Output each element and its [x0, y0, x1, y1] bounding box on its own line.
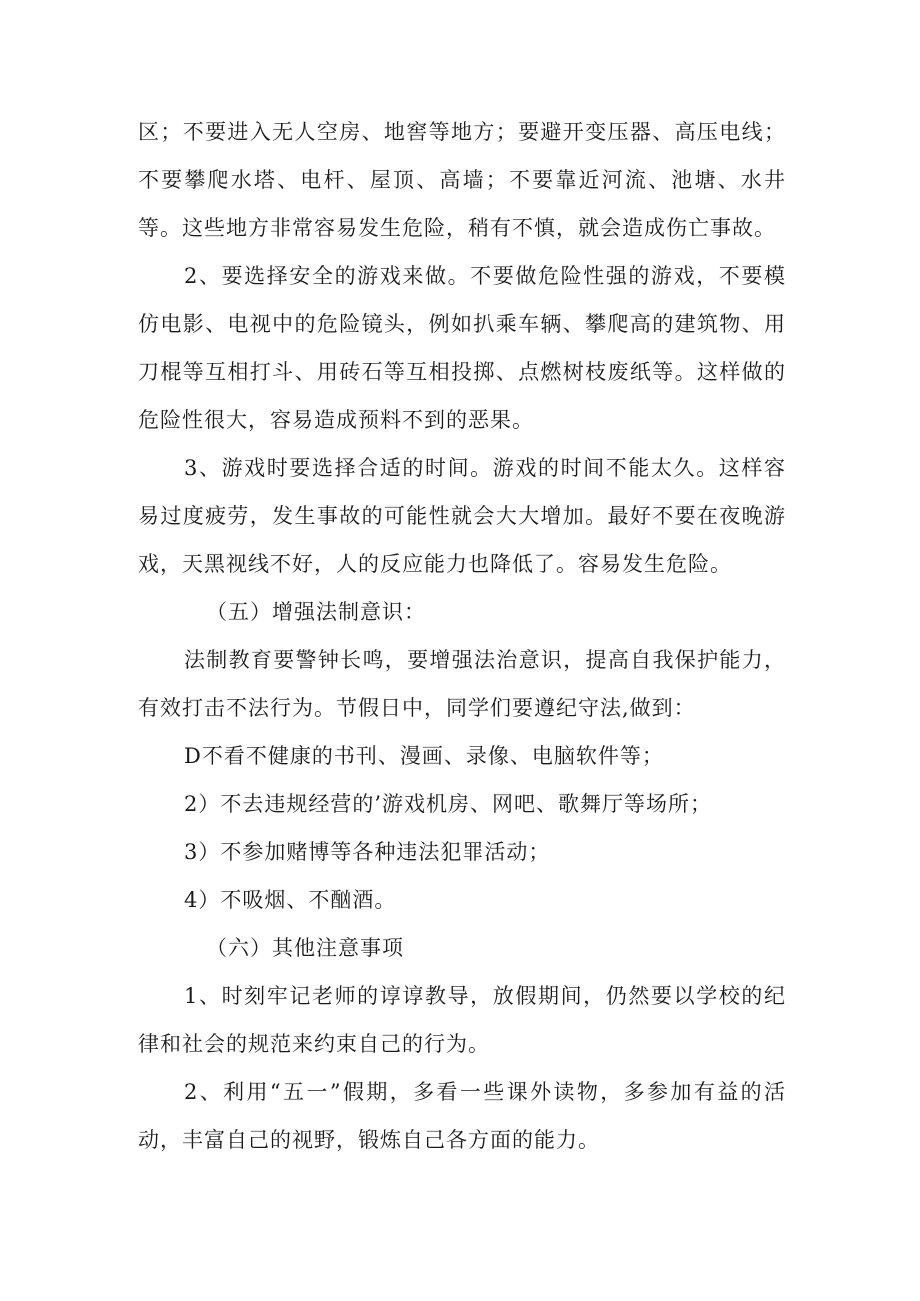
section-heading-legal-awareness: （五）增强法制意识： — [206, 600, 426, 624]
list-item-2: 2）不去违规经营的’游戏机房、网吧、歌舞厅等场所； — [184, 792, 713, 816]
paragraph-teacher-guidance: 1、时刻牢记老师的谆谆教导，放假期间，仍然要以学校的纪律和社会的规范来约束自己的行为。 — [138, 984, 786, 1056]
list-item-3: 3）不参加赌博等各种违法犯罪活动； — [184, 840, 551, 864]
paragraph-safe-games: 2、要选择安全的游戏来做。不要做危险性强的游戏，不要模仿电影、电视中的危险镜头，例如扒乘车辆、攀爬高的建筑物、用刀棍等互相打斗、用砖石等互相投掷、点燃树枝废纸等。这样做的危险性很大，容易造成预料不到的恶果。 — [138, 264, 786, 432]
document-body — [138, 108, 786, 1164]
paragraph-game-time: 3、游戏时要选择合适的时间。游戏的时间不能太久。这样容易过度疲劳，发生事故的可能性就会大大增加。最好不要在夜晚游戏，天黑视线不好，人的反应能力也降低了。容易发生危险。 — [138, 456, 786, 576]
paragraph-legal-education: 法制教育要警钟长鸣，要增强法治意识，提高自我保护能力，有效打击不法行为。节假日中，同学们要遵纪守法,做到： — [138, 648, 786, 720]
section-heading-other-notes: （六）其他注意事项 — [206, 936, 404, 960]
list-item-1: D不看不健康的书刊、漫画、录像、电脑软件等； — [184, 744, 664, 768]
paragraph-holiday-reading: 2、利用“五一”假期，多看一些课外读物，多参加有益的活动，丰富自己的视野，锻炼自己各方面的能力。 — [138, 1080, 786, 1152]
list-item-4: 4）不吸烟、不酗酒。 — [184, 888, 397, 912]
paragraph-hazard-places: 区；不要进入无人空房、地窖等地方；要避开变压器、高压电线；不要攀爬水塔、电杆、屋顶、高墙；不要靠近河流、池塘、水井等。这些地方非常容易发生危险，稍有不慎，就会造成伤亡事故。 — [138, 120, 786, 240]
